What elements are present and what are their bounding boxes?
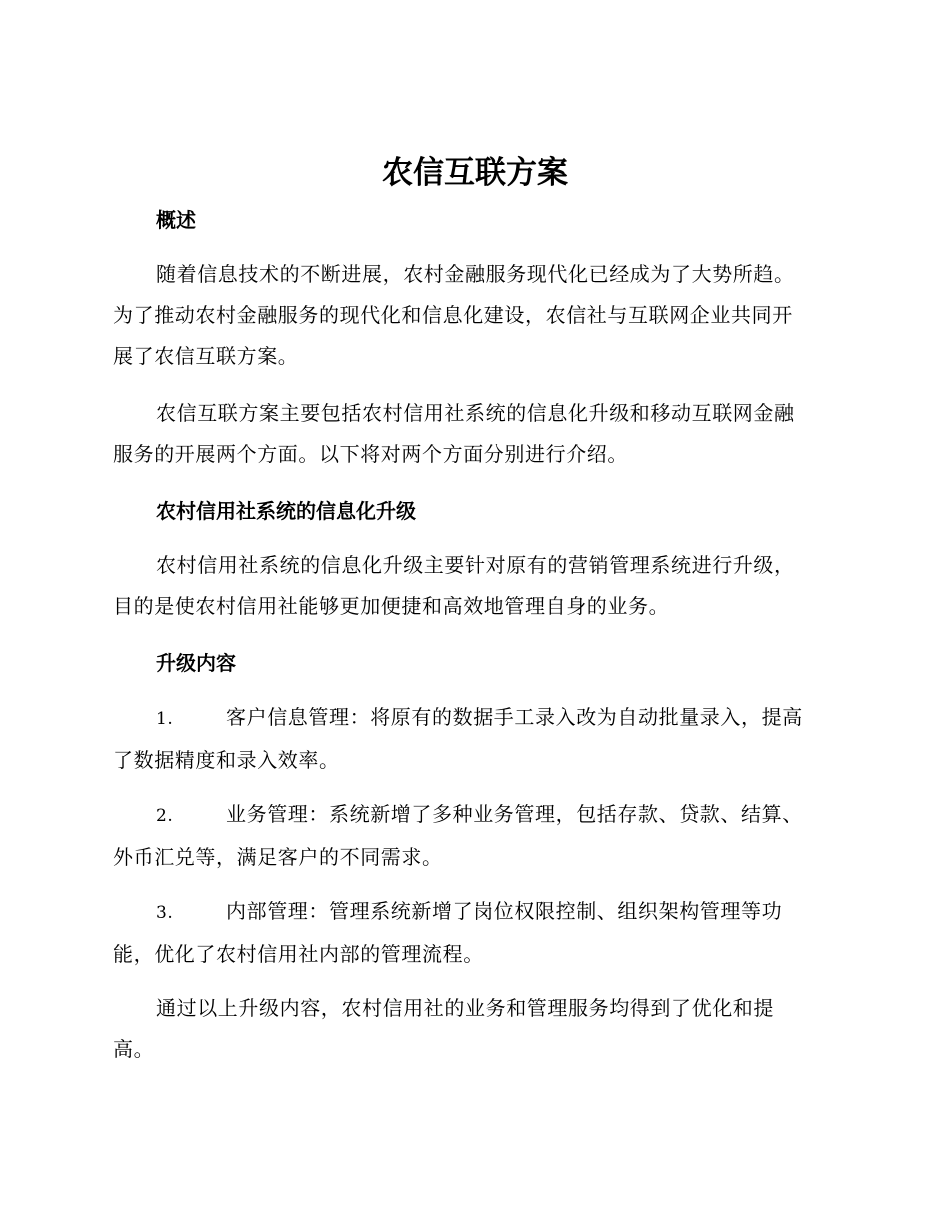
list-item-continuation: 了数据精度和录入效率。 <box>113 748 340 772</box>
list-item-line <box>113 794 843 837</box>
text-line: 农信互联方案主要包括农村信用社系统的信息化升级和移动互联网金融 <box>156 401 795 425</box>
list-item-continuation: 外币汇兑等，满足客户的不同需求。 <box>113 845 443 869</box>
paragraph-system-upgrade <box>113 545 843 627</box>
list-item-text: 业务管理：系统新增了多种业务管理，包括存款、贷款、结算、 <box>226 802 803 826</box>
list-item-2 <box>113 794 843 878</box>
list-item-text: 内部管理：管理系统新增了岗位权限控制、组织架构管理等功 <box>226 899 783 923</box>
list-number: 2. <box>156 806 174 826</box>
list-number: 3. <box>156 903 174 923</box>
section-heading-system-upgrade: 农村信用社系统的信息化升级 <box>156 499 416 523</box>
document-title: 农信互联方案 <box>382 155 568 191</box>
list-item-text: 客户信息管理：将原有的数据手工录入改为自动批量录入，提高 <box>226 705 803 729</box>
list-item-line <box>113 697 843 740</box>
text-line: 为了推动农村金融服务的现代化和信息化建设，农信社与互联网企业共同开 <box>113 303 793 327</box>
text-line: 农村信用社系统的信息化升级主要针对原有的营销管理系统进行升级， <box>156 553 795 577</box>
text-line: 服务的开展两个方面。以下将对两个方面分别进行介绍。 <box>113 442 628 466</box>
list-number: 1. <box>156 709 174 729</box>
section-heading-upgrade-content: 升级内容 <box>156 651 236 675</box>
list-item-line <box>113 891 843 934</box>
text-line: 目的是使农村信用社能够更加便捷和高效地管理自身的业务。 <box>113 594 670 618</box>
list-item-continuation: 能，优化了农村信用社内部的管理流程。 <box>113 942 484 966</box>
paragraph-conclusion <box>113 988 843 1070</box>
section-heading-overview: 概述 <box>156 208 196 232</box>
text-line: 随着信息技术的不断进展，农村金融服务现代化已经成为了大势所趋。 <box>156 262 795 286</box>
list-item-1 <box>113 697 843 781</box>
paragraph-overview-2 <box>113 393 843 475</box>
list-item-3 <box>113 891 843 975</box>
paragraph-overview-1 <box>113 254 843 377</box>
text-line: 高。 <box>113 1037 155 1061</box>
text-line: 展了农信互联方案。 <box>113 344 299 368</box>
text-line: 通过以上升级内容，农村信用社的业务和管理服务均得到了优化和提 <box>156 996 774 1020</box>
